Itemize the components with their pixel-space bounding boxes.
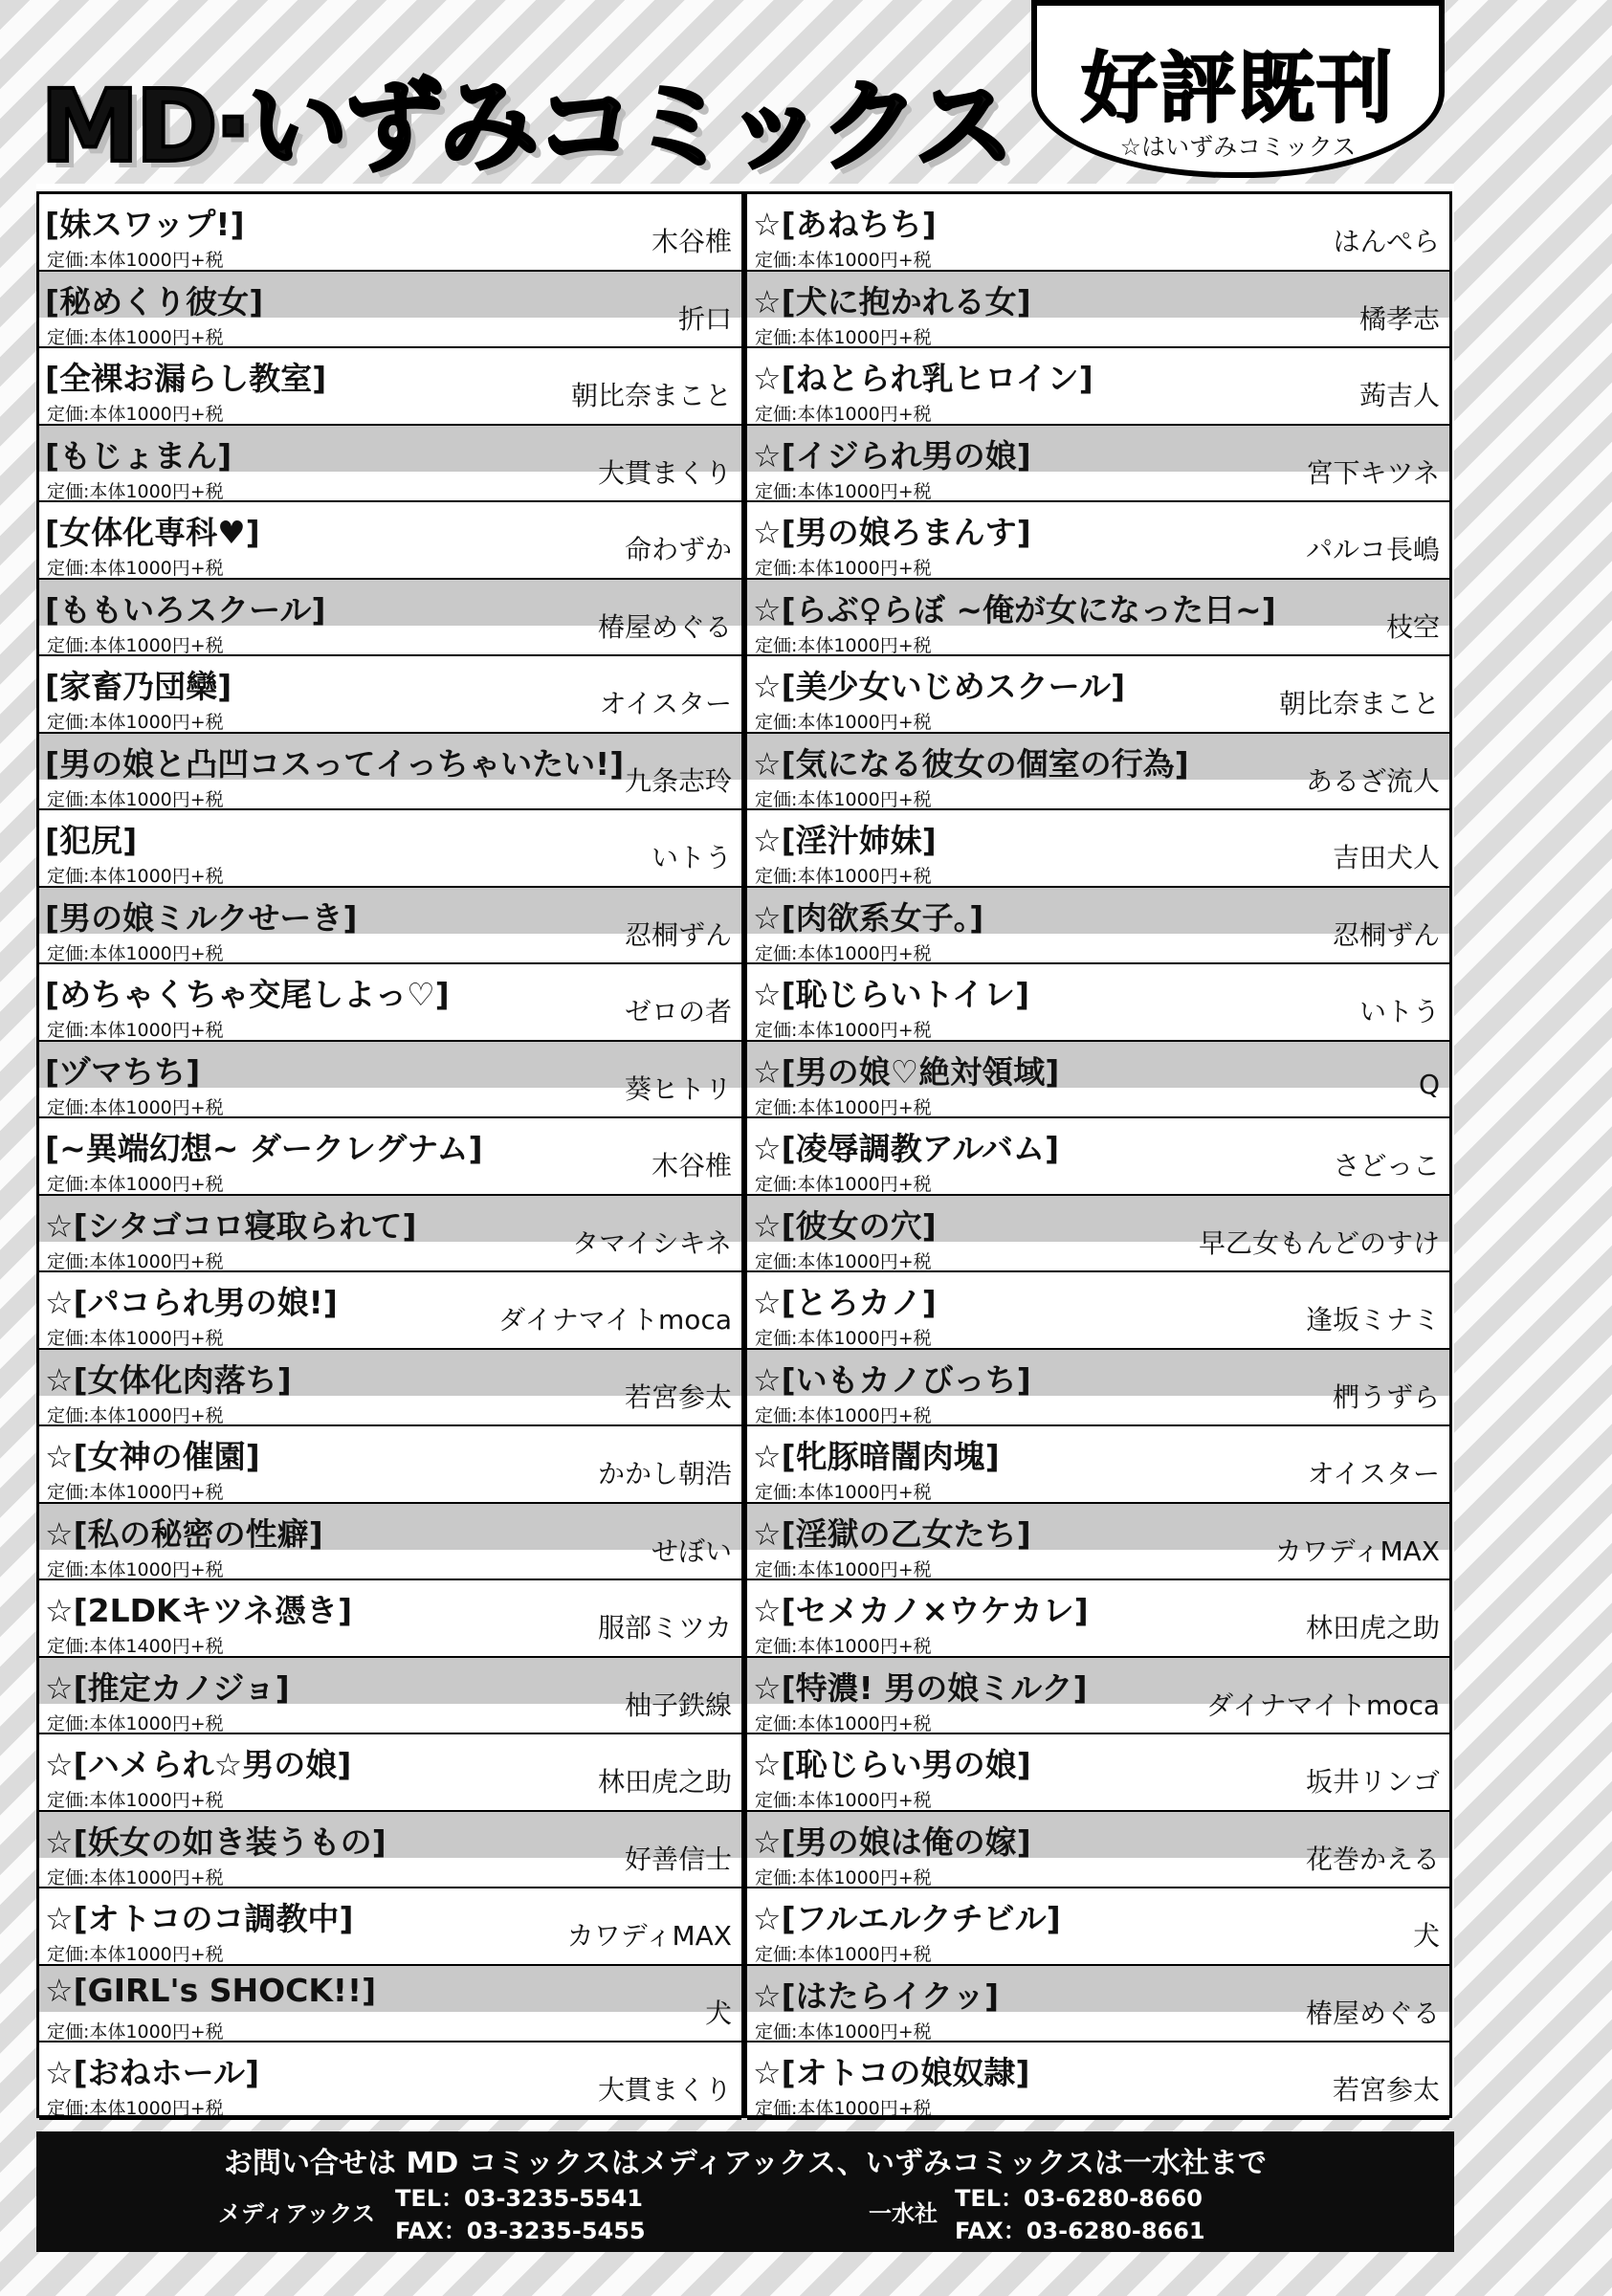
- book-entry: [747, 1888, 1449, 1966]
- book-entry: [747, 888, 1449, 965]
- book-author: 葵ヒトリ: [624, 1072, 732, 1105]
- book-price: 定価:本体1000円+税: [755, 1328, 932, 1349]
- book-price: 定価:本体1400円+税: [47, 1636, 224, 1657]
- book-entry: [39, 1888, 741, 1966]
- book-entry: [39, 1658, 741, 1735]
- book-price: 定価:本体1000円+税: [47, 1020, 224, 1041]
- book-title: ☆[牝豚暗闇肉塊]: [753, 1438, 1000, 1475]
- book-author: オイスター: [599, 688, 732, 719]
- book-author: 林田虎之助: [1305, 1612, 1440, 1644]
- book-price: 定価:本体1000円+税: [47, 326, 224, 348]
- book-entry: [747, 426, 1449, 503]
- book-entry: [747, 1812, 1449, 1889]
- book-entry: [39, 1580, 741, 1658]
- book-price: 定価:本体1000円+税: [47, 1944, 224, 1965]
- book-author: 蒟吉人: [1358, 380, 1440, 411]
- book-price: 定価:本体1000円+税: [47, 1174, 224, 1195]
- book-author: 命わずか: [624, 534, 732, 565]
- book-entry: [39, 964, 741, 1042]
- book-title: [秘めくり彼女]: [45, 282, 264, 320]
- book-price: 定価:本体1000円+税: [755, 1250, 932, 1272]
- book-price: 定価:本体1000円+税: [47, 1558, 224, 1580]
- book-entry: [747, 1350, 1449, 1427]
- book-title: ☆[淫汁姉妹]: [753, 822, 937, 859]
- book-author: 好善信士: [624, 1843, 732, 1875]
- book-title: ☆[シタゴコロ寝取られて]: [45, 1206, 417, 1245]
- book-title: [男の娘ミルクせーき]: [45, 898, 358, 937]
- book-title: ☆[男の娘♡絶対領域]: [753, 1052, 1060, 1091]
- book-entry: [39, 1426, 741, 1504]
- book-entry: [39, 580, 741, 657]
- book-entry: [747, 580, 1449, 657]
- book-title: ☆[パコられ男の娘!]: [45, 1284, 338, 1321]
- new-releases-badge: [1031, 0, 1445, 178]
- badge-legend-note: ☆はいずみコミックス: [1119, 133, 1357, 161]
- book-title: ☆[特濃! 男の娘ミルク]: [753, 1668, 1088, 1707]
- book-title: ☆[セメカノ×ウケカレ]: [753, 1592, 1089, 1629]
- book-author: 柚子鉄線: [624, 1689, 732, 1721]
- book-price: 定価:本体1000円+税: [755, 1712, 932, 1734]
- book-author: 九条志玲: [624, 764, 732, 797]
- book-price: 定価:本体1000円+税: [755, 1174, 932, 1195]
- book-entry: [39, 1734, 741, 1812]
- book-author: ダイナマイトmoca: [498, 1304, 732, 1336]
- book-entry: [39, 810, 741, 888]
- book-author: 朝比奈まこと: [570, 380, 732, 411]
- book-entry: [747, 272, 1449, 349]
- right-book-list: [744, 191, 1452, 2118]
- book-price: 定価:本体1000円+税: [755, 942, 932, 964]
- book-author: Q: [1418, 1068, 1440, 1100]
- publisher-2-tel: TEL：03-6280-8660: [955, 2185, 1203, 2212]
- book-price: 定価:本体1000円+税: [47, 404, 224, 425]
- book-author: 木谷椎: [651, 1150, 732, 1181]
- book-title: ☆[私の秘密の性癖]: [45, 1514, 323, 1553]
- book-entry: [39, 426, 741, 503]
- book-price: 定価:本体1000円+税: [47, 2098, 224, 2119]
- book-price: 定価:本体1000円+税: [755, 250, 932, 271]
- book-title: ☆[妖女の如き装うもの]: [45, 1822, 386, 1861]
- book-entry: [747, 1426, 1449, 1504]
- book-title: ☆[フルエルクチビル]: [753, 1900, 1061, 1937]
- book-title: ☆[とろカノ]: [753, 1284, 937, 1321]
- book-price: 定価:本体1000円+税: [755, 1482, 932, 1503]
- book-title: ☆[気になる彼女の個室の行為]: [753, 744, 1189, 783]
- book-price: 定価:本体1000円+税: [755, 2098, 932, 2119]
- book-entry: [747, 348, 1449, 426]
- book-author: せぼい: [651, 1534, 732, 1567]
- book-author: オイスター: [1307, 1458, 1440, 1490]
- publisher-2-name: 一水社: [869, 2200, 938, 2227]
- book-title: ☆[おねホール]: [45, 2054, 260, 2091]
- title-band: [39, 810, 741, 856]
- book-price: 定価:本体1000円+税: [755, 1636, 932, 1657]
- publisher-1-fax: FAX：03-3235-5455: [395, 2218, 646, 2244]
- book-author: さどっこ: [1333, 1150, 1440, 1181]
- book-title: [~異端幻想~ ダークレグナム]: [45, 1130, 483, 1167]
- book-price: 定価:本体1000円+税: [755, 1790, 932, 1811]
- book-price: 定価:本体1000円+税: [47, 2020, 224, 2042]
- book-entry: [747, 1042, 1449, 1119]
- book-author: 犬: [704, 1997, 732, 2029]
- book-title: ☆[らぶ♀らぼ ~俺が女になった日~]: [753, 590, 1276, 629]
- book-price: 定価:本体1000円+税: [755, 1020, 932, 1041]
- book-price: 定価:本体1000円+税: [47, 1712, 224, 1734]
- book-title: ☆[ねとられ乳ヒロイン]: [753, 360, 1093, 397]
- book-author: 朝比奈まこと: [1278, 688, 1440, 719]
- book-entry: [39, 1812, 741, 1889]
- book-author: カワディMAX: [566, 1920, 732, 1952]
- book-title: ☆[オトコの娘奴隷]: [753, 2054, 1030, 2091]
- book-price: 定価:本体1000円+税: [755, 1944, 932, 1965]
- book-title: ☆[彼女の穴]: [753, 1206, 937, 1245]
- book-author: 椿屋めぐる: [597, 610, 732, 643]
- series-title: MD·いずみコミックス: [40, 68, 1011, 185]
- book-title: [ももいろスクール]: [45, 590, 326, 629]
- book-entry: [39, 502, 741, 580]
- book-author: 犬: [1412, 1920, 1440, 1952]
- book-price: 定価:本体1000円+税: [47, 1328, 224, 1349]
- book-author: 大貫まくり: [597, 2074, 732, 2106]
- book-author: 忍桐ずん: [624, 918, 732, 951]
- book-title: ☆[イジられ男の娘]: [753, 436, 1031, 475]
- book-title: ☆[いもカノびっち]: [753, 1360, 1031, 1399]
- book-author: 折口: [677, 302, 732, 335]
- book-entry: [747, 964, 1449, 1042]
- book-title: ☆[淫獄の乙女たち]: [753, 1514, 1031, 1553]
- book-entry: [39, 272, 741, 349]
- book-author: 木谷椎: [651, 226, 732, 257]
- book-author: 若宮参太: [624, 1380, 732, 1413]
- book-entry: [747, 1966, 1449, 2043]
- book-author: パルコ長嶋: [1305, 534, 1440, 565]
- book-price: 定価:本体1000円+税: [755, 1558, 932, 1580]
- book-author: いトう: [651, 842, 732, 873]
- book-author: 服部ミツカ: [597, 1612, 732, 1644]
- book-title: [もじょまん]: [45, 436, 232, 475]
- book-title: ☆[男の娘ろまんす]: [753, 514, 1031, 551]
- book-price: 定価:本体1000円+税: [47, 866, 224, 887]
- book-title: [家畜乃団欒]: [45, 668, 232, 705]
- book-title: [男の娘と凸凹コスってイっちゃいたい!]: [45, 744, 625, 783]
- book-entry: [747, 810, 1449, 888]
- book-price: 定価:本体1000円+税: [755, 558, 932, 579]
- book-entry: [747, 194, 1449, 272]
- book-author: あるざ流人: [1305, 764, 1440, 797]
- book-entry: [39, 888, 741, 965]
- book-author: 大貫まくり: [597, 456, 732, 489]
- book-author: 若宮参太: [1332, 2074, 1440, 2106]
- book-title: ☆[ハメられ☆男の娘]: [45, 1746, 352, 1783]
- book-price: 定価:本体1000円+税: [755, 866, 932, 887]
- book-entry: [747, 656, 1449, 734]
- book-entry: [39, 2042, 741, 2120]
- badge-title: 好評既刊: [1081, 44, 1395, 133]
- book-author: 椿屋めぐる: [1305, 1997, 1440, 2029]
- book-title: ☆[2LDKキツネ憑き]: [45, 1592, 353, 1629]
- book-price: 定価:本体1000円+税: [47, 1866, 224, 1888]
- book-author: タマイシキネ: [572, 1226, 732, 1259]
- book-title: ☆[犬に抱かれる女]: [753, 282, 1031, 320]
- publisher-2-fax: FAX：03-6280-8661: [955, 2218, 1205, 2244]
- book-title: ☆[はたらイクッ]: [753, 1976, 1000, 2015]
- book-price: 定価:本体1000円+税: [47, 634, 224, 656]
- book-price: 定価:本体1000円+税: [755, 480, 932, 502]
- book-price: 定価:本体1000円+税: [47, 1250, 224, 1272]
- book-price: 定価:本体1000円+税: [755, 1404, 932, 1426]
- book-entry: [747, 1118, 1449, 1196]
- book-title: ☆[凌辱調教アルバム]: [753, 1130, 1060, 1167]
- book-entry: [747, 502, 1449, 580]
- book-author: 枝空: [1385, 610, 1440, 643]
- book-price: 定価:本体1000円+税: [47, 480, 224, 502]
- book-author: 坂井リンゴ: [1305, 1766, 1440, 1798]
- book-price: 定価:本体1000円+税: [47, 942, 224, 964]
- book-title: ☆[あねちち]: [753, 206, 937, 243]
- book-entry: [39, 1966, 741, 2043]
- book-entry: [39, 348, 741, 426]
- book-price: 定価:本体1000円+税: [47, 1790, 224, 1811]
- book-title: [めちゃくちゃ交尾しよっ♡]: [45, 976, 450, 1013]
- book-entry: [747, 1658, 1449, 1735]
- book-title: ☆[恥じらいトイレ]: [753, 976, 1030, 1013]
- book-entry: [39, 1118, 741, 1196]
- book-entry: [39, 1196, 741, 1273]
- left-book-list: [36, 191, 744, 2118]
- book-price: 定価:本体1000円+税: [47, 1096, 224, 1118]
- book-author: いトう: [1358, 996, 1440, 1027]
- book-price: 定価:本体1000円+税: [47, 712, 224, 733]
- book-entry: [39, 1504, 741, 1581]
- book-author: ダイナマイトmoca: [1206, 1689, 1440, 1721]
- book-author: 宮下キツネ: [1306, 456, 1440, 489]
- book-entry: [747, 1272, 1449, 1350]
- book-price: 定価:本体1000円+税: [47, 1482, 224, 1503]
- book-entry: [39, 656, 741, 734]
- book-entry: [747, 1196, 1449, 1273]
- book-entry: [39, 1350, 741, 1427]
- publisher-1-tel: TEL：03-3235-5541: [395, 2185, 643, 2212]
- book-title: ☆[推定カノジョ]: [45, 1668, 290, 1707]
- book-author: 椚うずら: [1332, 1380, 1440, 1413]
- book-author: 橘孝志: [1358, 302, 1440, 335]
- book-author: 林田虎之助: [597, 1766, 732, 1798]
- book-price: 定価:本体1000円+税: [47, 1404, 224, 1426]
- book-author: 吉田犬人: [1332, 842, 1440, 873]
- book-price: 定価:本体1000円+税: [755, 634, 932, 656]
- book-price: 定価:本体1000円+税: [755, 404, 932, 425]
- book-author: 早乙女もんどのすけ: [1198, 1226, 1440, 1259]
- book-entry: [39, 1042, 741, 1119]
- book-title: [犯尻]: [45, 822, 138, 859]
- book-entry: [747, 1734, 1449, 1812]
- book-title: ☆[男の娘は俺の嫁]: [753, 1822, 1031, 1861]
- book-entry: [747, 1580, 1449, 1658]
- book-title: [ヅマちち]: [45, 1052, 201, 1091]
- book-price: 定価:本体1000円+税: [755, 712, 932, 733]
- book-price: 定価:本体1000円+税: [755, 1096, 932, 1118]
- book-title: [妹スワップ!]: [45, 206, 245, 243]
- book-title: [全裸お漏らし教室]: [45, 360, 327, 397]
- book-title: ☆[女体化肉落ち]: [45, 1360, 292, 1399]
- book-author: 逢坂ミナミ: [1305, 1304, 1440, 1336]
- book-price: 定価:本体1000円+税: [47, 788, 224, 810]
- book-entry: [747, 2042, 1449, 2120]
- book-entry: [39, 734, 741, 811]
- book-author: カワディMAX: [1274, 1534, 1440, 1567]
- publisher-1-name: メディアックス: [218, 2200, 376, 2227]
- book-author: はんぺら: [1333, 226, 1440, 257]
- book-price: 定価:本体1000円+税: [755, 326, 932, 348]
- book-title: [女体化専科♥]: [45, 514, 260, 551]
- book-title: ☆[美少女いじめスクール]: [753, 668, 1126, 705]
- book-price: 定価:本体1000円+税: [47, 250, 224, 271]
- book-title: ☆[肉欲系女子。]: [753, 898, 984, 937]
- book-entry: [747, 734, 1449, 811]
- contact-footer: [36, 2131, 1454, 2252]
- book-author: 忍桐ずん: [1332, 918, 1440, 951]
- book-title: ☆[恥じらい男の娘]: [753, 1746, 1031, 1783]
- book-author: ゼロの者: [624, 996, 732, 1027]
- book-price: 定価:本体1000円+税: [755, 2020, 932, 2042]
- book-title: ☆[GIRL's SHOCK!!]: [45, 1971, 377, 2009]
- book-price: 定価:本体1000円+税: [755, 788, 932, 810]
- book-price: 定価:本体1000円+税: [47, 558, 224, 579]
- book-entry: [747, 1504, 1449, 1581]
- book-author: 花巻かえる: [1305, 1843, 1440, 1875]
- contact-headline: お問い合せは MD コミックスはメディアックス、いずみコミックスは一水社まで: [224, 2147, 1267, 2180]
- book-title: ☆[オトコのコ調教中]: [45, 1900, 354, 1937]
- book-price: 定価:本体1000円+税: [755, 1866, 932, 1888]
- book-author: かかし朝浩: [597, 1458, 732, 1490]
- book-entry: [39, 194, 741, 272]
- book-entry: [39, 1272, 741, 1350]
- book-title: ☆[女神の催園]: [45, 1438, 260, 1475]
